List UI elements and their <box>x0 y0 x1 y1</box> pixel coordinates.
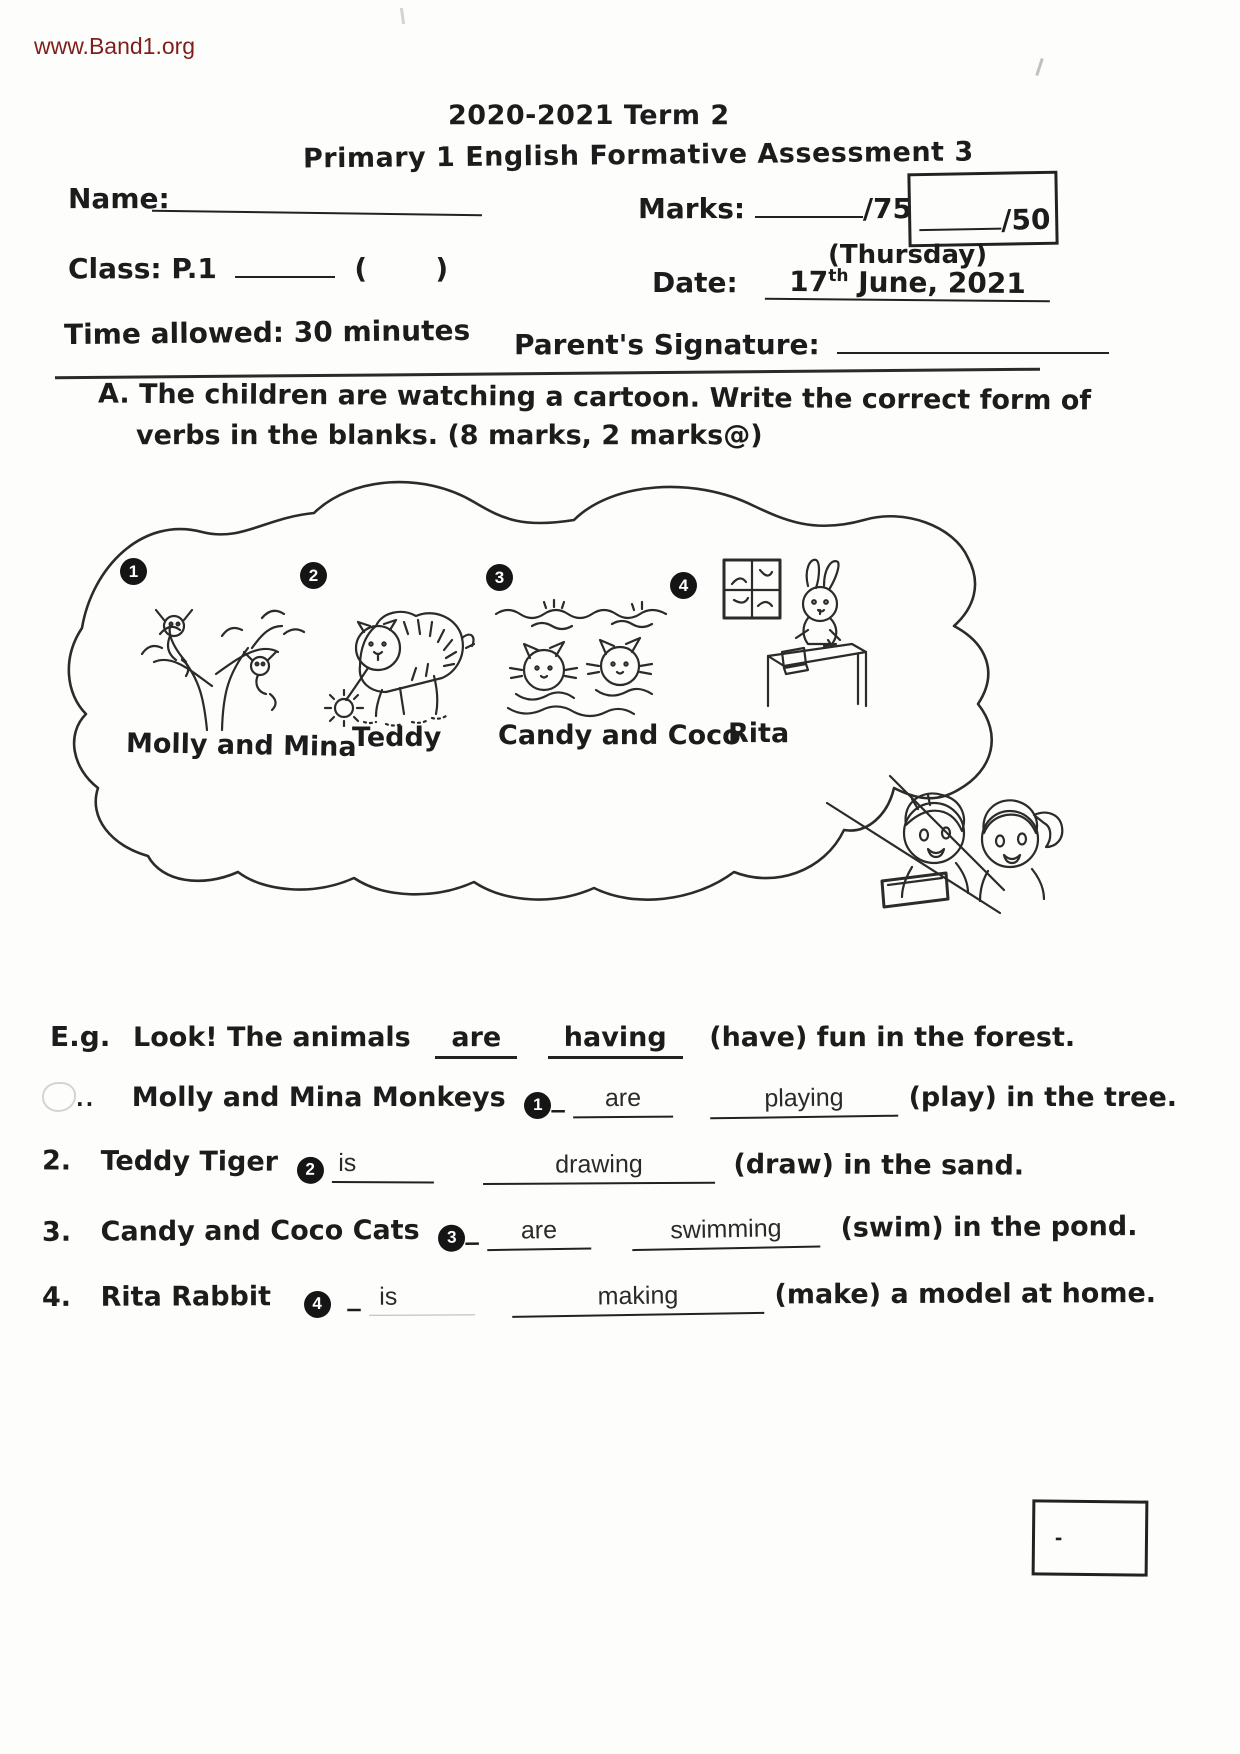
question-1-answer-1: are <box>605 1083 642 1113</box>
example-post-text: (have) fun in the forest. <box>709 1022 1076 1053</box>
question-3-subject: Candy and Coco Cats <box>100 1214 420 1248</box>
question-4-subject: Rita Rabbit <box>100 1281 272 1313</box>
date-label: Date: <box>652 266 738 299</box>
bottom-score-box <box>1032 1499 1149 1576</box>
bottom-box-mark: - <box>1054 1524 1063 1550</box>
score-box-blank <box>919 228 1001 231</box>
scan-artifact <box>1035 58 1043 76</box>
question-4-tail: (make) a model at home. <box>774 1278 1157 1311</box>
name-blank <box>152 210 482 217</box>
label-candy-and-coco: Candy and Coco <box>498 720 741 751</box>
question-4-blank-2 <box>512 1280 765 1318</box>
assessment-title: Primary 1 English Formative Assessment 3 <box>302 136 974 175</box>
question-3-underscore: _ <box>465 1214 479 1246</box>
date-row <box>652 266 1050 301</box>
question-2-tail: (draw) in the sand. <box>733 1149 1025 1182</box>
question-row-2 <box>42 1145 1024 1187</box>
label-molly-and-mina: Molly and Mina <box>125 727 357 764</box>
example-prefix: E.g. <box>50 1020 111 1053</box>
question-3-badge: 3 <box>438 1224 465 1251</box>
date-ordinal: th <box>828 265 850 287</box>
weekday-note: (Thursday) <box>828 240 988 270</box>
score-box <box>907 171 1058 248</box>
question-1-blank-2 <box>710 1083 898 1120</box>
section-a-line2: verbs in the blanks. (8 marks, 2 marks@) <box>136 420 763 451</box>
rabbit-at-desk-illustration <box>720 556 870 711</box>
class-row <box>68 252 448 285</box>
question-4-number: 4. <box>41 1281 72 1313</box>
question-1-subject: Molly and Mina Monkeys <box>131 1082 506 1113</box>
question-3-number: 3. <box>41 1216 72 1248</box>
marks-total: /75 <box>862 192 913 225</box>
header-divider <box>55 368 1040 380</box>
question-1-underscore: _ <box>551 1082 565 1113</box>
name-label: Name: <box>68 182 170 215</box>
question-3-answer-1: are <box>521 1215 558 1245</box>
marks-blank <box>755 216 863 218</box>
signature-blank <box>837 352 1109 354</box>
question-4-badge: 4 <box>304 1290 331 1317</box>
example-row <box>50 1020 1075 1053</box>
cats-swimming-illustration <box>492 598 672 723</box>
question-4-answer-1: is <box>379 1282 398 1311</box>
score-box-total: /50 <box>1000 202 1051 237</box>
question-row-3 <box>42 1211 1138 1253</box>
watermark-url: www.Band1.org <box>34 33 196 59</box>
monkeys-in-tree-illustration <box>112 582 312 732</box>
term-title: 2020-2021 Term 2 <box>448 100 730 131</box>
example-answer-2: having <box>548 1022 683 1059</box>
cartoon-number-2: 2 <box>300 562 327 589</box>
question-1-blank-1 <box>573 1084 673 1119</box>
signature-label: Parent's Signature: <box>514 328 820 361</box>
marks-label: Marks: <box>638 192 746 225</box>
label-rita: Rita <box>728 718 790 749</box>
question-row-1 <box>42 1082 1177 1119</box>
scan-artifact <box>400 8 405 24</box>
question-1-badge: 1 <box>524 1092 551 1119</box>
question-1-tail: (play) in the tree. <box>908 1082 1178 1113</box>
date-day: 17 <box>789 264 829 299</box>
question-3-blank-1 <box>487 1215 592 1251</box>
question-4-answer-2: making <box>597 1281 679 1311</box>
question-1-number: .. <box>76 1087 96 1111</box>
question-2-subject: Teddy Tiger <box>100 1145 279 1178</box>
question-2-blank-1 <box>332 1149 434 1184</box>
class-number-paren: ( ) <box>354 252 449 285</box>
question-1-smudge <box>42 1082 76 1112</box>
question-3-tail: (swim) in the pond. <box>840 1211 1138 1244</box>
marks-row <box>638 192 912 225</box>
question-4-underscore: _ <box>347 1280 361 1312</box>
question-4-blank-1 <box>369 1282 475 1315</box>
cartoon-number-1: 1 <box>120 558 147 585</box>
date-rest: June, 2021 <box>848 265 1027 301</box>
tiger-drawing-in-sand-illustration <box>316 596 476 731</box>
question-3-blank-2 <box>632 1213 821 1251</box>
question-2-number: 2. <box>41 1145 72 1177</box>
cartoon-number-4: 4 <box>670 572 697 599</box>
class-label: Class: P.1 <box>68 252 217 285</box>
children-watching-tablet-illustration <box>872 775 1072 910</box>
question-2-answer-2: drawing <box>554 1150 643 1179</box>
question-1-answer-2: playing <box>764 1083 844 1113</box>
example-answer-1: are <box>435 1022 517 1059</box>
question-2-answer-1: is <box>338 1148 357 1178</box>
question-row-4 <box>42 1278 1156 1318</box>
question-2-badge: 2 <box>297 1156 324 1183</box>
time-allowed: Time allowed: 30 minutes <box>63 313 471 352</box>
section-a-line1: A. The children are watching a cartoon. Write the correct form of <box>97 378 1092 417</box>
label-teddy: Teddy <box>352 722 442 753</box>
example-pre-text: Look! The animals <box>133 1022 411 1053</box>
class-blank <box>235 276 335 278</box>
question-3-answer-2: swimming <box>670 1214 782 1245</box>
date-blank <box>765 265 1050 302</box>
cartoon-number-3: 3 <box>486 564 513 591</box>
signature-row <box>514 328 1109 361</box>
question-2-blank-2 <box>483 1150 715 1185</box>
